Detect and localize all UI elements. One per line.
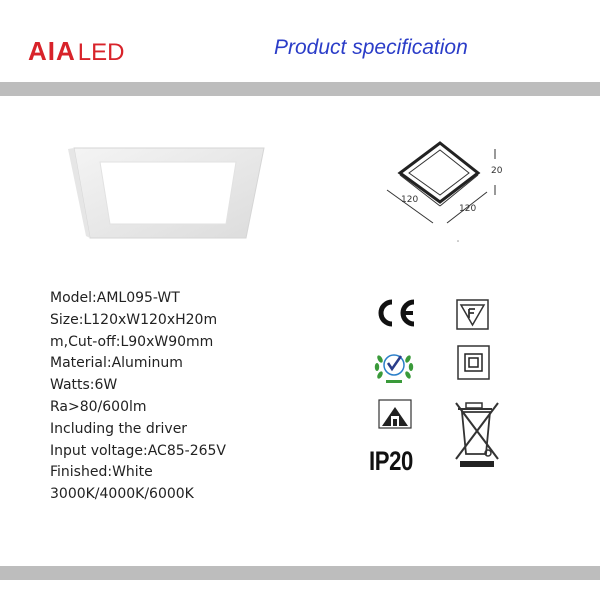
energy-saving-icon xyxy=(372,345,416,385)
dimension-drawing xyxy=(375,135,525,245)
spec-driver: Including the driver xyxy=(50,420,188,437)
specification-list xyxy=(50,288,270,506)
length-dimension-label: 120 xyxy=(459,204,477,214)
width-dimension-label: 120 xyxy=(401,195,419,205)
ce-mark-icon xyxy=(374,297,418,329)
f-mark-icon xyxy=(456,299,489,330)
spec-cri-lumen: Ra>80/600lm xyxy=(50,398,147,415)
spec-color-temperature: 3000K/4000K/6000K xyxy=(50,486,194,503)
footer-divider-band xyxy=(0,566,600,580)
page-title: Product specification xyxy=(274,36,468,59)
spec-watts: Watts:6W xyxy=(50,377,118,394)
brand-name: AIA xyxy=(28,36,76,66)
spec-model: Model:AML095-WT xyxy=(50,290,180,306)
weee-recycle-bin-icon xyxy=(454,399,500,469)
brand-logo xyxy=(28,36,124,68)
class-ii-double-insulation-icon xyxy=(457,345,490,380)
spec-size: Size:L120xW120xH20m xyxy=(50,311,218,328)
spec-finish: Finished:White xyxy=(50,464,153,481)
indoor-use-icon xyxy=(378,399,412,429)
ip-rating-label: IP20 xyxy=(369,446,413,476)
spec-material: Material:Aluminum xyxy=(50,355,183,372)
brand-suffix: LED xyxy=(77,39,125,66)
header-divider-band xyxy=(0,82,600,96)
product-photo xyxy=(68,140,266,240)
height-dimension-label: 20 xyxy=(491,166,503,176)
spec-input-voltage: Input voltage:AC85-265V xyxy=(50,442,226,459)
spec-size-cutoff: m,Cut-off:L90xW90mm xyxy=(50,333,214,350)
